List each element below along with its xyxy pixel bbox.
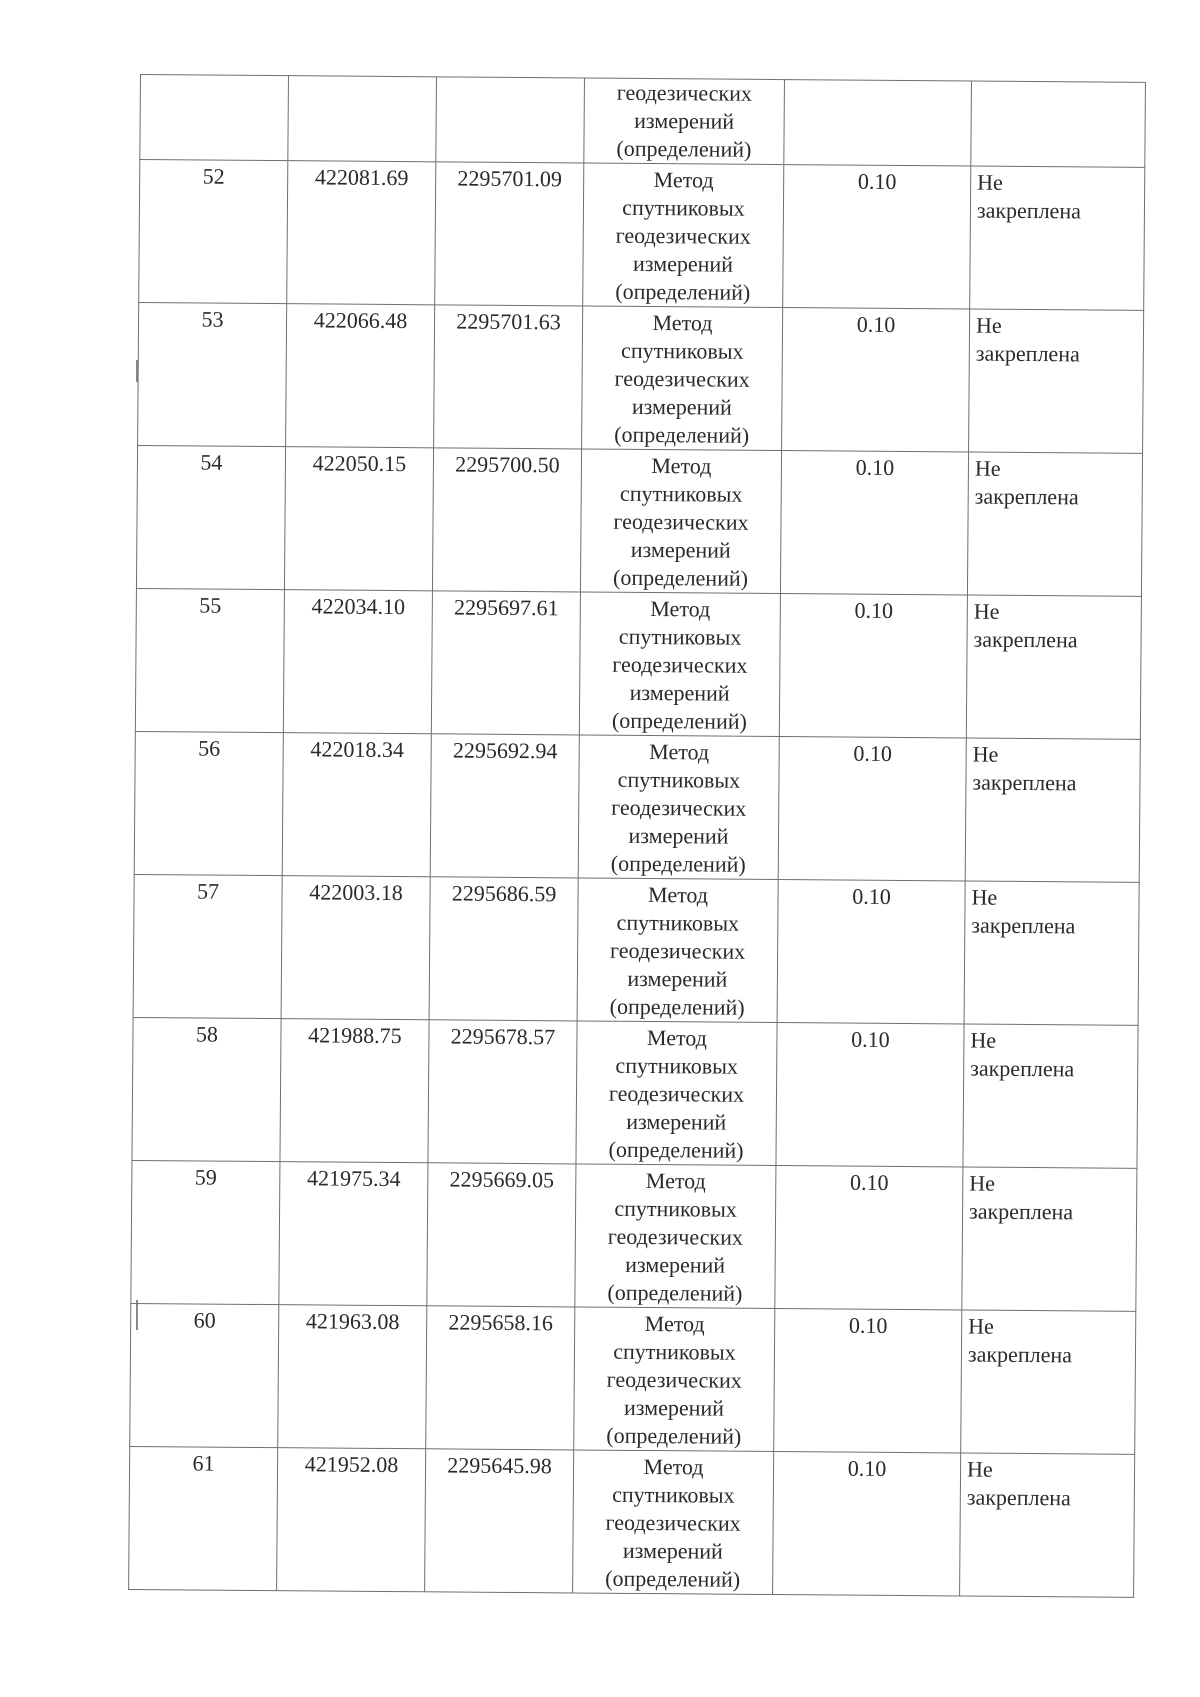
- method-line: измерений: [625, 1251, 726, 1278]
- fixing-line: закреплена: [966, 1484, 1071, 1511]
- method-line: геодезических: [614, 365, 750, 392]
- method-line: (определений): [612, 564, 749, 591]
- method-line: измерений: [622, 1537, 723, 1564]
- fixing-line: закреплена: [973, 626, 1078, 653]
- cell-num: 58: [132, 1017, 281, 1161]
- cell-fixing: [964, 881, 1139, 1025]
- cell-num: 61: [129, 1446, 278, 1590]
- cell-accuracy: 0.10: [778, 737, 966, 881]
- cell-x: 422003.18: [281, 876, 430, 1020]
- method-line: Метод: [645, 1168, 706, 1194]
- cell-x: 422018.34: [282, 733, 431, 877]
- fixing-line: закреплена: [974, 483, 1079, 510]
- table-row: [132, 1017, 1138, 1168]
- table-row: [133, 874, 1139, 1025]
- cell-num: 56: [134, 731, 283, 875]
- method-line: спутниковых: [619, 480, 743, 507]
- method-line: геодезических: [613, 508, 749, 535]
- table-row: [134, 731, 1140, 882]
- method-line: геодезических: [611, 794, 747, 821]
- cell-fixing: [967, 452, 1142, 596]
- table-body: [129, 75, 1146, 1598]
- cell-y: 2295697.61: [431, 591, 580, 735]
- cell-x: 422066.48: [286, 304, 435, 448]
- table-row: [130, 1303, 1136, 1454]
- cell-method: [579, 592, 780, 737]
- method-line: Метод: [650, 596, 711, 622]
- cell-y: 2295692.94: [430, 734, 579, 878]
- cell-y: [436, 77, 585, 163]
- method-line: (определений): [615, 278, 751, 305]
- fixing-line: закреплена: [970, 1055, 1075, 1082]
- cell-x: 421975.34: [279, 1162, 428, 1306]
- cell-method: [575, 1164, 776, 1309]
- method-line: спутниковых: [614, 1195, 737, 1222]
- method-line: измерений: [631, 393, 732, 420]
- cell-num: 54: [136, 445, 285, 589]
- method-line: геодезических: [605, 1509, 741, 1536]
- method-line: Метод: [651, 453, 712, 479]
- cell-num: 53: [138, 302, 287, 446]
- fixing-line: Не: [975, 312, 1002, 338]
- fixing-line: Не: [970, 1027, 997, 1053]
- method-line: Метод: [652, 310, 713, 336]
- fixing-line: Не: [969, 1170, 996, 1196]
- cell-x: 422081.69: [287, 161, 436, 305]
- cell-accuracy: 0.10: [777, 880, 965, 1024]
- cell-x: 421952.08: [277, 1448, 426, 1592]
- table-row: [136, 445, 1142, 596]
- method-line: геодезических: [615, 222, 751, 249]
- cell-y: 2295701.63: [434, 305, 583, 449]
- cell-fixing: [971, 81, 1146, 167]
- table-row: [138, 302, 1144, 453]
- method-line: геодезических: [612, 651, 748, 678]
- method-line: (определений): [611, 707, 747, 734]
- method-line: измерений: [629, 679, 730, 706]
- table-row: [131, 1160, 1137, 1311]
- method-line: Метод: [646, 1025, 707, 1051]
- cell-method: [576, 1021, 777, 1166]
- fixing-line: Не: [974, 455, 1001, 481]
- method-line: (определений): [605, 1565, 741, 1592]
- cell-num: [140, 75, 289, 161]
- fixing-line: закреплена: [976, 197, 1082, 224]
- cell-method: [573, 1450, 774, 1595]
- cell-method: [584, 78, 785, 165]
- method-line: (определений): [606, 1422, 742, 1449]
- method-line: измерений: [634, 107, 735, 134]
- method-line: (определений): [607, 1279, 743, 1306]
- cell-y: 2295669.05: [427, 1163, 576, 1307]
- method-line: Метод: [649, 739, 710, 765]
- cell-fixing: [963, 1024, 1138, 1168]
- cell-x: 422034.10: [283, 590, 432, 734]
- cell-num: 55: [135, 588, 284, 732]
- fixing-line: Не: [972, 741, 999, 767]
- method-line: спутниковых: [613, 1338, 736, 1365]
- fixing-line: Не: [973, 598, 1000, 624]
- method-line: спутниковых: [615, 1052, 739, 1079]
- cell-fixing: [969, 309, 1144, 453]
- cell-fixing: [966, 595, 1141, 739]
- fixing-line: Не: [971, 884, 998, 910]
- method-line: геодезических: [616, 79, 753, 106]
- cell-fixing: [962, 1167, 1137, 1311]
- cell-y: 2295645.98: [425, 1449, 574, 1593]
- cell-x: 421988.75: [280, 1019, 429, 1163]
- cell-accuracy: 0.10: [782, 308, 970, 452]
- fixing-line: закреплена: [975, 340, 1080, 367]
- cell-method: [583, 163, 784, 308]
- cell-accuracy: 0.10: [775, 1166, 963, 1310]
- cell-method: [577, 878, 778, 1023]
- method-line: измерений: [630, 536, 731, 563]
- method-line: (определений): [610, 850, 746, 877]
- method-line: спутниковых: [618, 623, 742, 650]
- cell-y: 2295686.59: [429, 877, 578, 1021]
- cell-y: 2295658.16: [426, 1306, 575, 1450]
- method-line: спутниковых: [616, 909, 740, 936]
- cell-method: [574, 1307, 775, 1452]
- cell-accuracy: 0.10: [779, 594, 967, 738]
- method-line: спутниковых: [621, 337, 744, 364]
- cell-method: [582, 306, 783, 451]
- cell-accuracy: [784, 80, 972, 166]
- fixing-line: Не: [977, 169, 1003, 195]
- cell-y: 2295701.09: [435, 162, 584, 306]
- cell-accuracy: 0.10: [783, 165, 971, 309]
- method-line: измерений: [626, 1108, 727, 1135]
- method-line: измерений: [632, 250, 734, 277]
- cell-y: 2295700.50: [432, 448, 581, 592]
- method-line: геодезических: [606, 1366, 742, 1393]
- cell-y: 2295678.57: [428, 1020, 577, 1164]
- cell-fixing: [965, 738, 1140, 882]
- cell-num: 60: [130, 1303, 279, 1447]
- table-row: [135, 588, 1141, 739]
- method-line: (определений): [616, 135, 752, 162]
- fixing-line: закреплена: [971, 912, 1076, 939]
- cell-x: [288, 76, 437, 162]
- cell-fixing: [970, 166, 1145, 310]
- cell-num: 59: [131, 1160, 280, 1304]
- cell-num: 52: [139, 160, 288, 304]
- method-line: Метод: [648, 882, 709, 908]
- cell-accuracy: 0.10: [776, 1023, 964, 1167]
- method-line: измерений: [623, 1394, 725, 1421]
- cell-num: 57: [133, 874, 282, 1018]
- fixing-line: закреплена: [972, 769, 1077, 796]
- cell-accuracy: 0.10: [780, 451, 968, 595]
- cell-accuracy: 0.10: [773, 1452, 961, 1596]
- method-line: геодезических: [607, 1223, 744, 1250]
- boundary-points-table: [128, 74, 1146, 1598]
- cell-method: [580, 449, 781, 594]
- method-line: Метод: [643, 1453, 704, 1480]
- table-row: [139, 160, 1145, 311]
- fixing-line: Не: [966, 1456, 993, 1482]
- method-line: измерений: [627, 965, 728, 992]
- method-line: (определений): [609, 993, 745, 1020]
- method-line: (определений): [614, 421, 750, 448]
- cell-accuracy: 0.10: [774, 1309, 962, 1453]
- cell-fixing: [961, 1310, 1136, 1454]
- method-line: геодезических: [608, 1080, 745, 1107]
- method-line: (определений): [608, 1136, 744, 1163]
- method-line: спутниковых: [612, 1481, 735, 1508]
- cell-method: [578, 735, 779, 880]
- method-line: спутниковых: [622, 194, 745, 221]
- fixing-line: закреплена: [967, 1341, 1073, 1368]
- table-row-continuation: [140, 75, 1146, 168]
- cell-fixing: [960, 1453, 1135, 1597]
- method-line: Метод: [644, 1311, 705, 1337]
- table-row: [129, 1446, 1135, 1597]
- fixing-line: Не: [968, 1313, 994, 1339]
- method-line: геодезических: [609, 937, 746, 964]
- method-line: спутниковых: [617, 766, 741, 793]
- method-line: Метод: [653, 167, 714, 193]
- cell-x: 421963.08: [278, 1305, 427, 1449]
- method-line: измерений: [628, 822, 729, 849]
- cell-x: 422050.15: [284, 447, 433, 591]
- fixing-line: закреплена: [968, 1198, 1074, 1225]
